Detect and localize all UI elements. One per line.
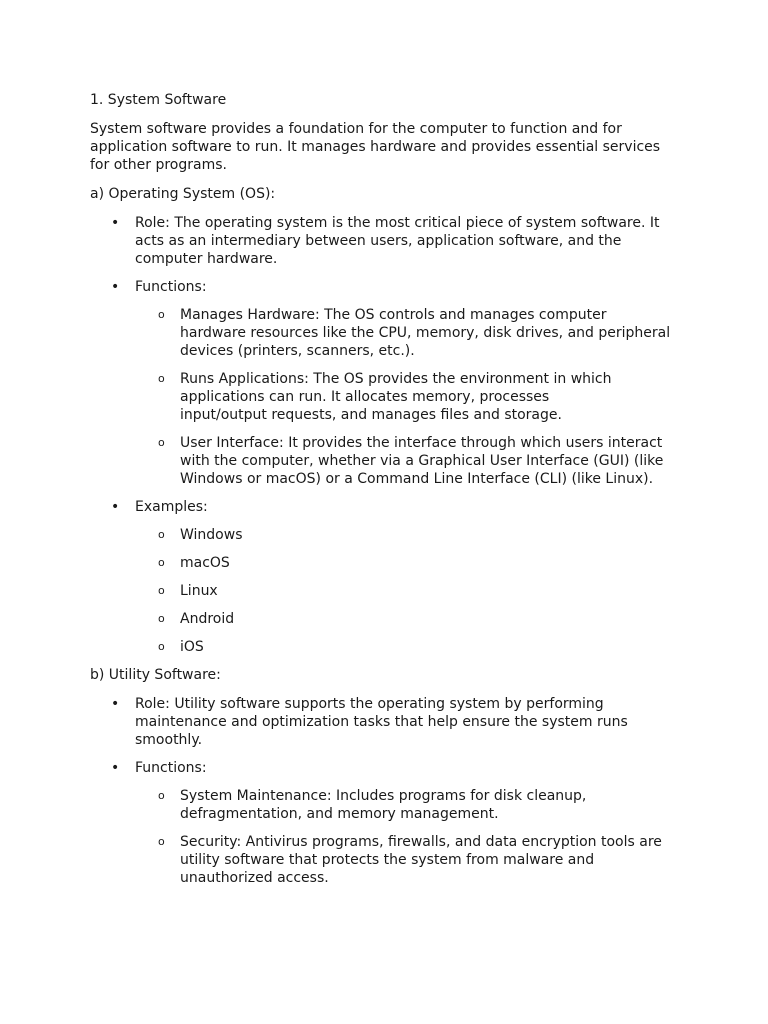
list-item — [90, 759, 690, 887]
bullet-icon: • — [111, 696, 120, 712]
os-function: User Interface: It provides the interface through which users interact with the computer, whether via a Graphical User Interface (GUI) (like Windows or macOS) or a Command Line Interface (CLI) (like Linux). — [180, 435, 664, 487]
utility-list — [90, 695, 690, 887]
os-examples-label: Examples: — [135, 499, 208, 515]
os-examples-list — [135, 526, 690, 656]
os-function: Runs Applications: The OS provides the environment in which applications can run. It allocates memory, processes input/output requests, and manages files and storage. — [180, 371, 612, 423]
sub-bullet-icon: o — [158, 612, 165, 625]
list-item — [135, 434, 690, 488]
sub-bullet-icon: o — [158, 556, 165, 569]
list-item — [135, 554, 690, 572]
utility-functions-list — [135, 787, 690, 887]
bullet-icon: • — [111, 499, 120, 515]
list-item — [90, 278, 690, 488]
list-item — [135, 833, 690, 887]
intro-paragraph: System software provides a foundation for the computer to function and for application software to run. It manages hardware and provides essential services for other programs. — [90, 121, 661, 173]
list-item — [135, 306, 690, 360]
sub-bullet-icon: o — [158, 436, 165, 449]
bullet-icon: • — [111, 215, 120, 231]
sub-bullet-icon: o — [158, 789, 165, 802]
list-item — [135, 526, 690, 544]
utility-subheading: b) Utility Software: — [90, 667, 221, 683]
os-example: macOS — [180, 555, 230, 571]
os-example: Windows — [180, 527, 243, 543]
list-item — [135, 610, 690, 628]
list-item — [135, 582, 690, 600]
sub-bullet-icon: o — [158, 308, 165, 321]
utility-function: System Maintenance: Includes programs for disk cleanup, defragmentation, and memory management. — [180, 788, 587, 822]
list-item — [90, 214, 690, 268]
section-heading: 1. System Software — [90, 92, 227, 108]
bullet-icon: • — [111, 760, 120, 776]
os-subheading: a) Operating System (OS): — [90, 186, 276, 202]
os-list — [90, 214, 690, 656]
sub-bullet-icon: o — [158, 640, 165, 653]
os-functions-list — [135, 306, 690, 488]
utility-functions-label: Functions: — [135, 760, 207, 776]
os-example: Android — [180, 611, 235, 627]
list-item — [135, 370, 690, 424]
list-item — [135, 787, 690, 823]
os-example: iOS — [180, 639, 204, 655]
list-item — [135, 638, 690, 656]
sub-bullet-icon: o — [158, 528, 165, 541]
sub-bullet-icon: o — [158, 372, 165, 385]
os-functions-label: Functions: — [135, 279, 207, 295]
utility-role: Role: Utility software supports the operating system by performing maintenance and optimization tasks that help ensure the system runs smoothly. — [135, 696, 628, 748]
os-role: Role: The operating system is the most critical piece of system software. It acts as an intermediary between users, application software, and the computer hardware. — [135, 215, 660, 267]
bullet-icon: • — [111, 279, 120, 295]
list-item — [90, 695, 690, 749]
sub-bullet-icon: o — [158, 584, 165, 597]
os-example: Linux — [180, 583, 218, 599]
utility-function: Security: Antivirus programs, firewalls, and data encryption tools are utility software that protects the system from malware and unauthorized access. — [180, 834, 662, 886]
document-body — [90, 91, 690, 897]
sub-bullet-icon: o — [158, 835, 165, 848]
os-function: Manages Hardware: The OS controls and manages computer hardware resources like the CPU, memory, disk drives, and peripheral devices (printers, scanners, etc.). — [180, 307, 671, 359]
list-item — [90, 498, 690, 656]
